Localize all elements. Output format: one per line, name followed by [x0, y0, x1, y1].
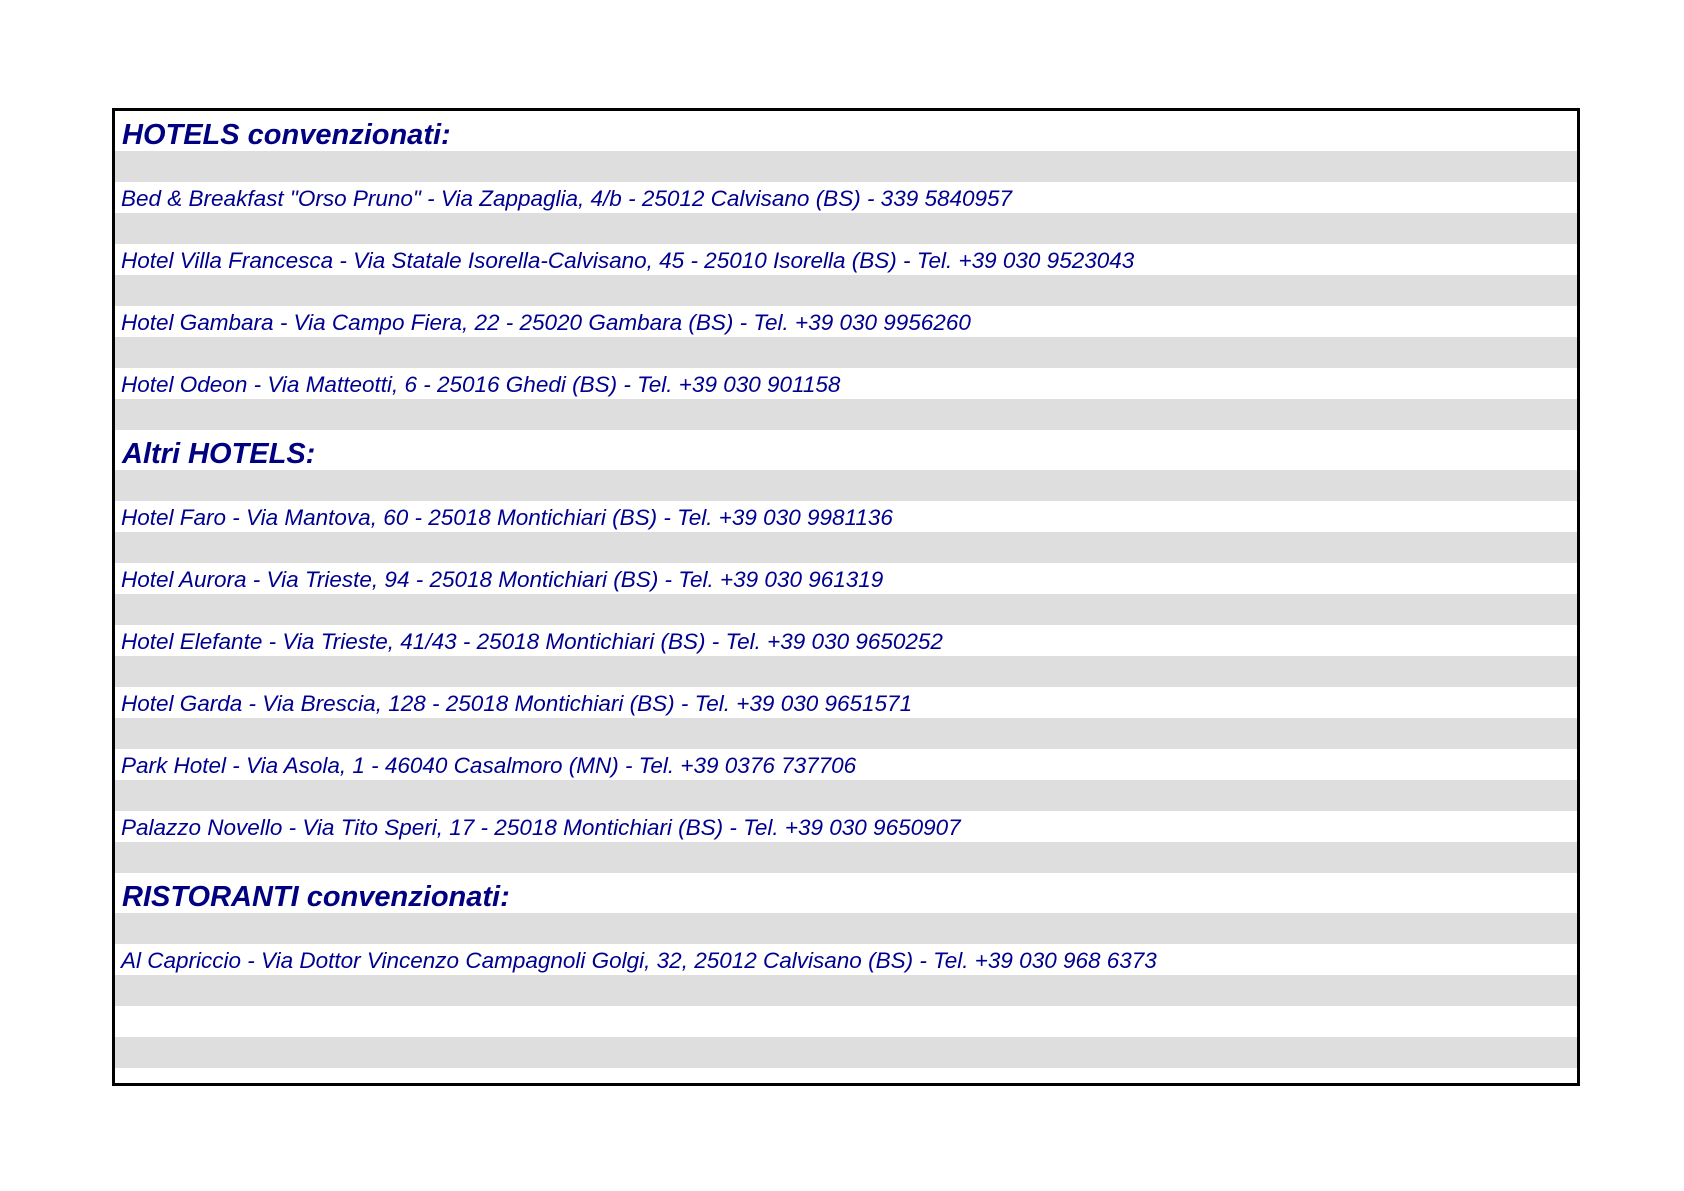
list-item	[115, 182, 1577, 213]
stripe-row	[115, 594, 1577, 625]
stripe-row	[115, 151, 1577, 182]
stripe-row	[115, 975, 1577, 1006]
hotel-entry: Hotel Elefante - Via Trieste, 41/43 - 25018 Montichiari (BS) - Tel. +39 030 9650252	[121, 628, 943, 654]
listing-table	[112, 108, 1580, 1086]
section-title: HOTELS convenzionati:	[122, 119, 451, 151]
list-item	[115, 944, 1577, 975]
list-item	[115, 368, 1577, 399]
hotel-entry: Hotel Villa Francesca - Via Statale Isorella-Calvisano, 45 - 25010 Isorella (BS) - Tel. +39 030 9523043	[121, 247, 1135, 273]
hotel-entry: Palazzo Novello - Via Tito Speri, 17 - 25018 Montichiari (BS) - Tel. +39 030 9650907	[121, 814, 961, 840]
stripe-row	[115, 213, 1577, 244]
section-title: Altri HOTELS:	[122, 438, 316, 470]
hotel-entry: Park Hotel - Via Asola, 1 - 46040 Casalmoro (MN) - Tel. +39 0376 737706	[121, 752, 857, 778]
list-item	[115, 501, 1577, 532]
stripe-row	[115, 842, 1577, 873]
section-header-ristoranti-convenzionati	[115, 873, 1577, 913]
section-title: RISTORANTI convenzionati:	[122, 881, 510, 913]
list-item	[115, 625, 1577, 656]
hotel-entry: Hotel Faro - Via Mantova, 60 - 25018 Montichiari (BS) - Tel. +39 030 9981136	[121, 504, 893, 530]
stripe-row	[115, 780, 1577, 811]
stripe-row	[115, 1037, 1577, 1068]
stripe-row	[115, 913, 1577, 944]
stripe-row	[115, 532, 1577, 563]
list-item	[115, 244, 1577, 275]
restaurant-entry: Al Capriccio - Via Dottor Vincenzo Campagnoli Golgi, 32, 25012 Calvisano (BS) - Tel. +39 030 968 6373	[121, 947, 1157, 973]
hotel-entry: Bed & Breakfast "Orso Pruno" - Via Zappaglia, 4/b - 25012 Calvisano (BS) - 339 5840957	[121, 185, 1013, 211]
section-header-altri-hotels	[115, 430, 1577, 470]
stripe-row	[115, 275, 1577, 306]
list-item	[115, 306, 1577, 337]
list-item	[115, 811, 1577, 842]
stripe-row	[115, 337, 1577, 368]
list-item	[115, 749, 1577, 780]
hotel-entry: Hotel Odeon - Via Matteotti, 6 - 25016 Ghedi (BS) - Tel. +39 030 901158	[121, 371, 841, 397]
empty-row	[115, 1068, 1577, 1086]
hotel-entry: Hotel Gambara - Via Campo Fiera, 22 - 25020 Gambara (BS) - Tel. +39 030 9956260	[121, 309, 971, 335]
section-header-hotels-convenzionati	[115, 111, 1577, 151]
list-item	[115, 687, 1577, 718]
empty-row	[115, 1006, 1577, 1037]
stripe-row	[115, 470, 1577, 501]
stripe-row	[115, 399, 1577, 430]
list-item	[115, 563, 1577, 594]
stripe-row	[115, 718, 1577, 749]
hotel-entry: Hotel Garda - Via Brescia, 128 - 25018 Montichiari (BS) - Tel. +39 030 9651571	[121, 690, 913, 716]
hotel-entry: Hotel Aurora - Via Trieste, 94 - 25018 Montichiari (BS) - Tel. +39 030 961319	[121, 566, 884, 592]
stripe-row	[115, 656, 1577, 687]
